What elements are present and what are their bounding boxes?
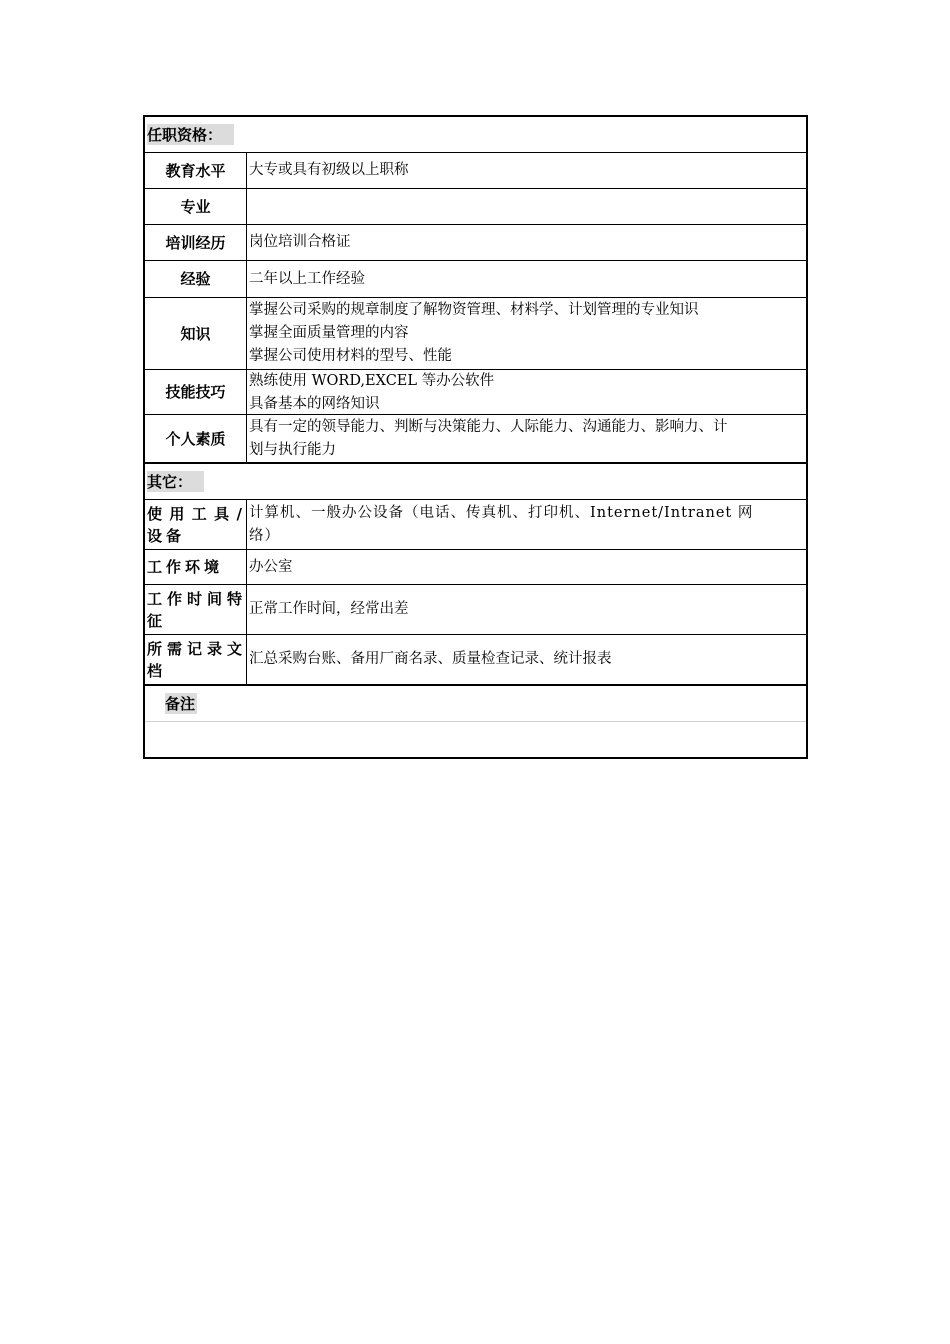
row-training	[145, 224, 806, 260]
qualifications-section-header	[145, 117, 806, 152]
skills-label: 技能技巧	[145, 370, 247, 414]
tools-line: 络）	[249, 527, 280, 544]
knowledge-line: 掌握公司使用材料的型号、性能	[249, 348, 452, 364]
other-section-header	[145, 462, 806, 499]
major-label: 专业	[145, 189, 247, 224]
row-personal-quality	[145, 414, 806, 462]
knowledge-label: 知识	[145, 298, 247, 369]
qualifications-heading: 任职资格：	[147, 124, 234, 145]
work-environment-value: 办公室	[249, 558, 293, 575]
work-time-value: 正常工作时间，经常出差	[249, 601, 409, 617]
personal-quality-label: 个人素质	[145, 415, 247, 462]
job-description-table	[143, 115, 808, 759]
training-label: 培训经历	[145, 225, 247, 260]
knowledge-line: 掌握全面质量管理的内容	[249, 325, 409, 341]
knowledge-line: 掌握公司采购的规章制度了解物资管理、材料学、计划管理的专业知识	[249, 302, 699, 318]
skills-line: 熟练使用 WORD,EXCEL 等办公软件	[249, 373, 495, 389]
row-education	[145, 152, 806, 188]
row-major	[145, 188, 806, 224]
skills-line: 具备基本的网络知识	[249, 396, 380, 412]
row-tools	[145, 499, 806, 549]
row-experience	[145, 260, 806, 297]
personal-quality-line: 具有一定的领导能力、判断与决策能力、人际能力、沟通能力、影响力、计	[249, 418, 728, 435]
remarks-content	[145, 721, 806, 757]
education-label: 教育水平	[145, 153, 247, 188]
experience-value: 二年以上工作经验	[249, 270, 365, 287]
row-records	[145, 634, 806, 684]
experience-label: 经验	[145, 261, 247, 297]
records-label: 所需记录文档	[145, 635, 247, 684]
other-heading: 其它：	[147, 471, 204, 492]
work-time-label: 工作时间特征	[145, 585, 247, 634]
personal-quality-line: 划与执行能力	[249, 441, 336, 458]
records-value: 汇总采购台账、备用厂商名录、质量检查记录、统计报表	[249, 651, 612, 667]
training-value: 岗位培训合格证	[249, 234, 351, 250]
remarks-heading: 备注	[165, 695, 196, 713]
education-value: 大专或具有初级以上职称	[249, 162, 409, 178]
work-environment-label: 工作环境	[145, 550, 247, 584]
row-skills	[145, 369, 806, 414]
remarks-section-header	[145, 684, 806, 721]
tools-label: 使用工具/设备	[145, 500, 247, 549]
row-work-environment	[145, 549, 806, 584]
row-work-time	[145, 584, 806, 634]
tools-line: 计算机、一般办公设备（电话、传真机、打印机、Internet/Intranet 网	[249, 504, 754, 521]
row-knowledge	[145, 297, 806, 369]
